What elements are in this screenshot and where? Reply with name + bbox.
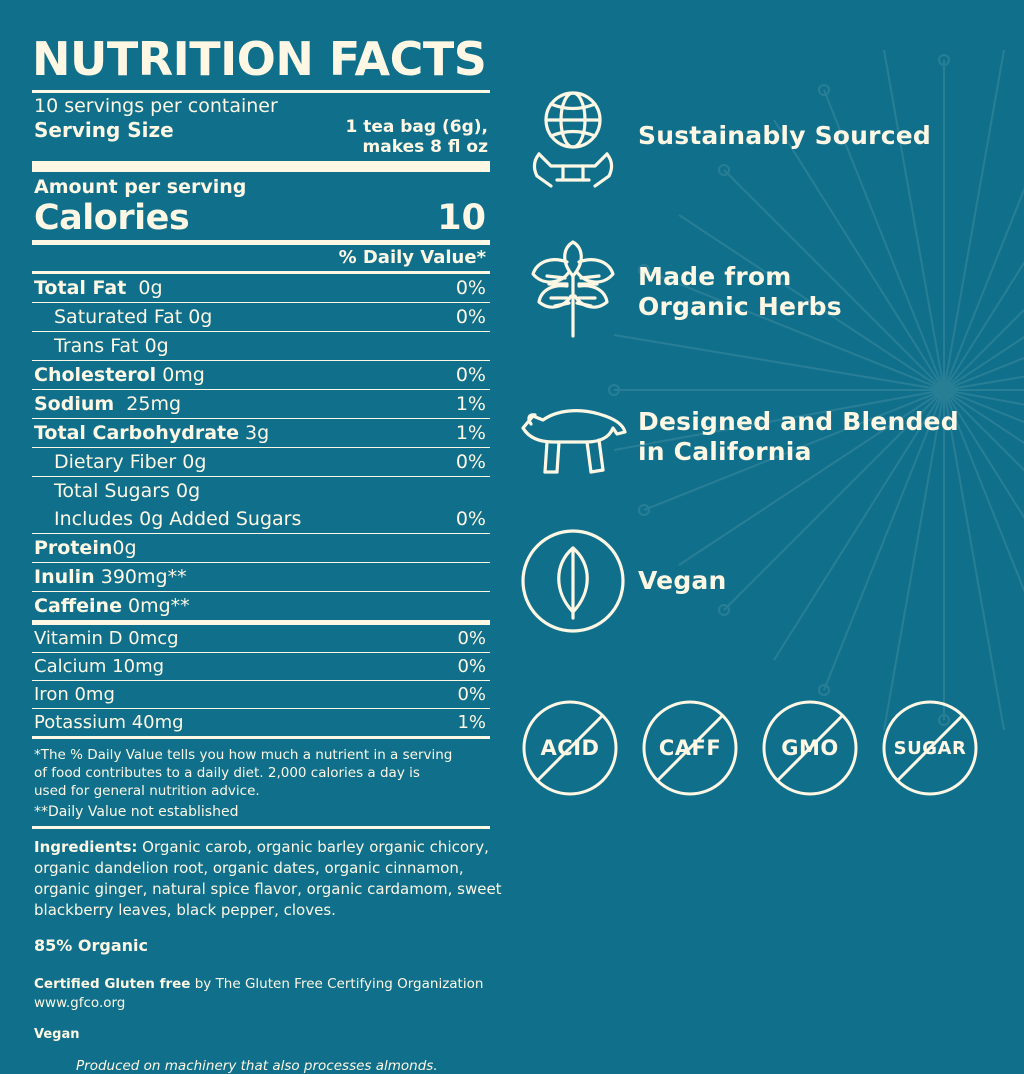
nutrient-amount: 3g <box>245 422 270 445</box>
nutrient-dv: 0% <box>455 277 486 300</box>
certified-label: Certified Gluten free <box>34 975 191 992</box>
nutrient-amount: 0g <box>175 480 201 503</box>
certified-body: by The Gluten Free Certifying Organization <box>190 975 484 992</box>
nutrient-name: Trans Fat <box>54 335 139 358</box>
gluten-free-certification <box>32 955 506 1013</box>
nutrient-name: Protein <box>34 537 113 560</box>
nutrient-name: Cholesterol <box>34 364 157 387</box>
ingredients-text: Organic carob, organic barley organic chicory, organic dandelion root, organic dates, organic cinnamon, organic ginger, natural spice flavor, organic cardamom, sweet blackberry leaves, black pepper, cloves. <box>34 837 502 920</box>
nutrient-dv: 1% <box>455 393 486 416</box>
badge-row <box>508 698 996 798</box>
ingredients-label: Ingredients: <box>34 837 138 856</box>
amount-per-serving-label: Amount per serving <box>34 176 247 199</box>
claim-label: Vegan <box>638 565 727 595</box>
vitamin-dv: 0% <box>457 656 486 678</box>
table-row <box>32 274 490 302</box>
no-caffeine-badge <box>640 698 740 798</box>
table-row <box>32 681 490 708</box>
nutrient-amount: 0mg** <box>128 595 190 618</box>
herb-leaves-icon <box>508 240 638 344</box>
nutrient-dv: 1% <box>455 422 486 445</box>
vitamin-dv: 0% <box>457 628 486 650</box>
daily-value-footnote: *The % Daily Value tells you how much a nutrient in a serving of food contributes to a daily diet. 2,000 calories a day is used for general nutrition advice. <box>34 747 453 799</box>
claims-panel <box>500 0 1024 1025</box>
badge-label: SUGAR <box>893 737 967 759</box>
vitamin-name: Vitamin D 0mcg <box>34 628 179 650</box>
table-row <box>32 419 490 447</box>
table-row <box>32 303 490 331</box>
badge-label: GMO <box>781 736 839 760</box>
no-gmo-badge <box>760 698 860 798</box>
servings-per-container: 10 servings per container <box>34 95 278 117</box>
claim-label-line1: Designed and Blended <box>638 406 959 436</box>
page-title: NUTRITION FACTS <box>32 32 487 86</box>
nutrient-name: Saturated Fat <box>54 306 183 329</box>
table-row <box>32 361 490 389</box>
vegan-statement: Vegan <box>34 1027 80 1043</box>
claim-label <box>638 262 842 323</box>
globe-in-hands-icon <box>508 84 638 188</box>
calories-label: Calories <box>34 198 190 239</box>
leaf-circle-icon <box>508 526 638 636</box>
california-bear-icon <box>508 394 638 480</box>
serving-size-value-line1: 1 tea bag (6g), <box>345 117 488 137</box>
nutrient-dv: 0% <box>455 364 486 387</box>
claim-designed-in-california <box>508 394 996 480</box>
nutrient-name: Total Sugars <box>54 480 170 503</box>
claim-label: Sustainably Sourced <box>638 120 931 150</box>
nutrient-name: Sodium <box>34 393 115 416</box>
table-row <box>32 505 490 533</box>
nutrient-amount: 0g <box>144 335 169 358</box>
vitamin-dv: 1% <box>457 712 486 734</box>
nutrient-dv: 0% <box>455 306 486 329</box>
table-row <box>32 477 490 505</box>
table-row <box>32 448 490 476</box>
ingredients-block <box>32 829 526 922</box>
claim-vegan <box>508 526 996 636</box>
table-row <box>32 653 490 680</box>
vitamin-dv: 0% <box>457 684 486 706</box>
table-row <box>32 390 490 418</box>
vitamin-name: Iron 0mg <box>34 684 115 706</box>
table-row <box>32 625 490 652</box>
badge-label: ACID <box>540 736 600 760</box>
nutrition-facts-panel <box>0 0 502 1074</box>
serving-size-row <box>32 118 490 161</box>
nutrient-amount: 390mg** <box>100 566 187 589</box>
allergen-note: Produced on machinery that also processes almonds. <box>76 1058 438 1074</box>
claim-sustainably-sourced <box>508 84 996 188</box>
divider-thick <box>32 161 490 172</box>
nutrient-dv: 0% <box>455 451 486 474</box>
nutrient-name: Total Fat <box>34 277 127 300</box>
calories-row <box>32 198 490 240</box>
claim-label-line1: Made from <box>638 261 792 291</box>
table-row <box>32 332 490 360</box>
table-row <box>32 534 490 562</box>
no-acid-badge <box>520 698 620 798</box>
nutrient-dv: 0% <box>455 508 486 531</box>
nutrient-name: Caffeine <box>34 595 122 618</box>
claim-label <box>638 407 959 468</box>
nutrient-amount: 0g <box>112 537 137 560</box>
nutrient-name: Total Carbohydrate <box>34 422 239 445</box>
certification-url: www.gfco.org <box>34 994 126 1011</box>
nutrition-facts-table <box>32 90 490 739</box>
nutrient-name: Dietary Fiber <box>54 451 177 474</box>
table-row <box>32 563 490 591</box>
serving-size-label: Serving Size <box>34 118 174 142</box>
claim-label-line2: in California <box>638 437 812 466</box>
nutrient-name: Inulin <box>34 566 95 589</box>
table-row <box>32 709 490 736</box>
organic-percentage: 85% Organic <box>34 935 148 955</box>
daily-value-not-established-note: **Daily Value not established <box>34 803 239 820</box>
nutrient-amount: 0g <box>188 306 213 329</box>
serving-size-value-line2: makes 8 fl oz <box>362 136 488 157</box>
badge-label: CAFF <box>658 736 722 760</box>
vitamin-name: Calcium 10mg <box>34 656 165 678</box>
serving-size-value <box>345 118 488 157</box>
daily-value-header: % Daily Value* <box>338 247 486 269</box>
no-sugar-badge <box>880 698 980 798</box>
nutrient-amount: 0mg <box>162 364 205 387</box>
vitamin-name: Potassium 40mg <box>34 712 184 734</box>
claim-organic-herbs <box>508 240 996 344</box>
calories-value: 10 <box>437 198 486 239</box>
nutrient-amount: 0g <box>182 451 207 474</box>
nutrient-amount: 0g <box>138 277 163 300</box>
nutrient-name: Includes 0g Added Sugars <box>54 508 302 531</box>
table-row <box>32 592 490 620</box>
claim-label-line2: Organic Herbs <box>638 292 842 321</box>
nutrient-amount: 25mg <box>126 393 182 416</box>
